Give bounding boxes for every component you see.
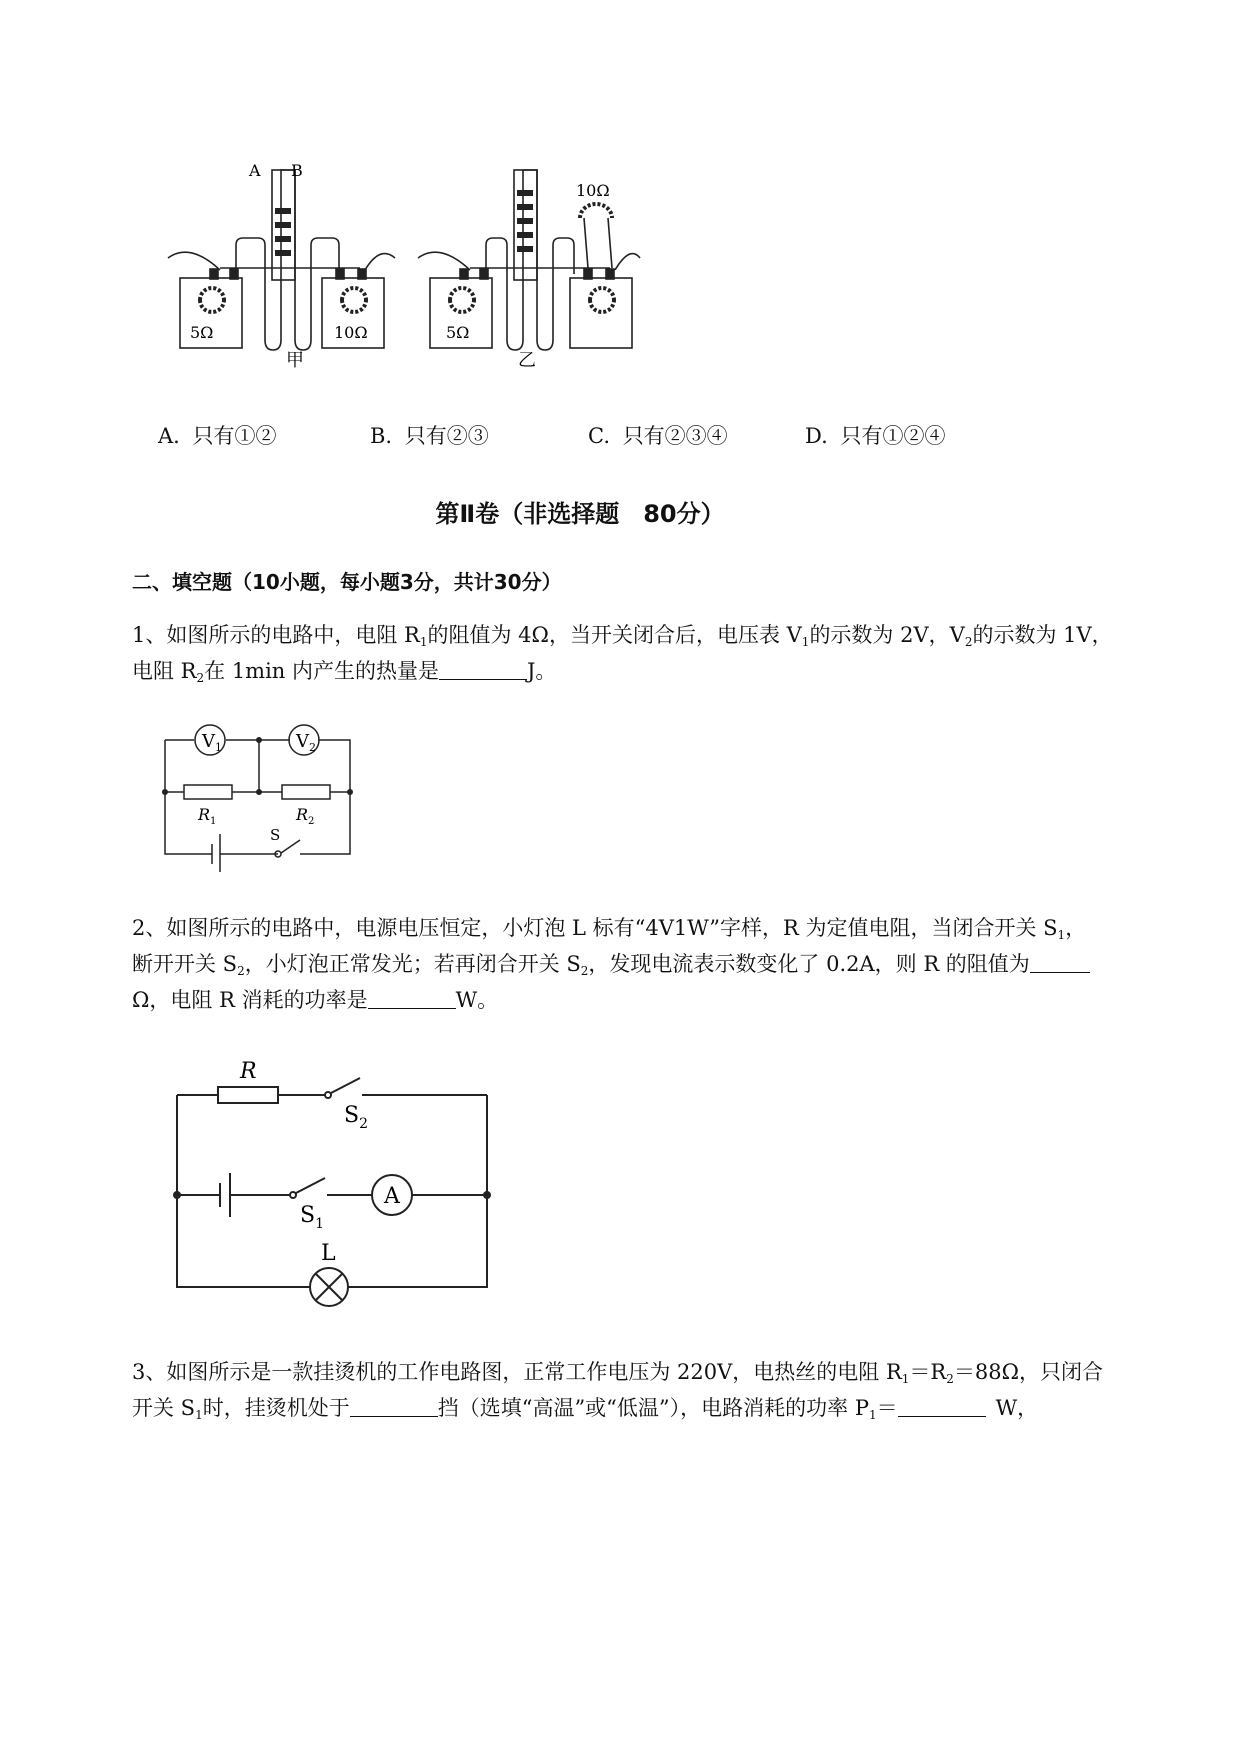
q1-text: 的示数为 1V， — [972, 623, 1113, 647]
q2-text: 2、如图所示的电路中，电源电压恒定，小灯泡 L 标有“4V1W”字样，R 为定值电阻，当闭合开关 S — [132, 916, 1058, 940]
voltmeter-v1-label: $V_1$ — [202, 731, 222, 754]
q2-text: ， — [1065, 916, 1087, 940]
question-1-line-1 — [132, 625, 1113, 648]
joule-heating-figure — [160, 150, 660, 380]
option-text: 只有②③④ — [622, 424, 728, 448]
q1-sub: 1 — [801, 635, 810, 649]
q3-sub: 1 — [195, 1408, 203, 1422]
option-text: 只有①②④ — [840, 424, 946, 448]
yi-top-resistance: 10Ω — [576, 181, 610, 200]
question-1-line-2 — [132, 661, 556, 684]
part-title: 第Ⅱ卷（非选择题 80分） — [435, 500, 725, 528]
switch-s-label: S — [270, 826, 281, 844]
question-2-line-1 — [132, 918, 1086, 941]
option-text: 只有①② — [192, 424, 277, 448]
option-letter: A. — [158, 424, 180, 448]
option-letter: D. — [805, 424, 828, 448]
q2-sub: 2 — [237, 964, 245, 978]
option-letter: B. — [370, 424, 393, 448]
yi-left-resistance: 5Ω — [446, 323, 470, 342]
q1-text: 电阻 R — [132, 659, 197, 683]
voltmeter-v2-label: $V_2$ — [296, 731, 316, 754]
q2-sub: 2 — [580, 964, 589, 978]
label-b: B — [291, 161, 303, 180]
answer-blank[interactable] — [1030, 954, 1090, 973]
q1-text: 在 1min 内产生的热量是 — [204, 659, 440, 683]
question-2-line-2 — [132, 954, 1090, 977]
q1-sub: 1 — [419, 635, 428, 649]
option-letter: C. — [588, 424, 610, 448]
q1-text: 的示数为 2V，V — [809, 623, 965, 647]
q3-sub: 1 — [901, 1372, 910, 1386]
answer-blank[interactable] — [439, 661, 527, 680]
q2-text: ，小灯泡正常发光；若再闭合开关 S — [244, 952, 581, 976]
q2-text: 断开开关 S — [132, 952, 238, 976]
q3-text: W， — [995, 1396, 1039, 1420]
q1-text: 1、如图所示的电路中，电阻 R — [132, 623, 420, 647]
option-b[interactable] — [370, 426, 489, 447]
question-2-line-3 — [132, 990, 498, 1011]
resistor-r2-label: $R_2$ — [296, 805, 315, 827]
q2-sub: 1 — [1057, 928, 1066, 942]
q3-text: ＝88Ω，只闭合 — [953, 1360, 1104, 1384]
q3-text: 开关 S — [132, 1396, 196, 1420]
q3-text: 时，挂烫机处于 — [202, 1396, 350, 1420]
q3-sub: 2 — [946, 1372, 954, 1386]
question-3-line-1 — [132, 1362, 1103, 1385]
switch-s1-label: $S_1$ — [300, 1203, 324, 1232]
yi-caption: 乙 — [518, 350, 536, 371]
answer-blank[interactable] — [350, 1398, 438, 1417]
q3-sub: 1 — [868, 1408, 877, 1422]
switch-s2-label: $S_2$ — [344, 1103, 368, 1132]
jia-caption: 甲 — [286, 350, 304, 371]
section-heading: 二、填空题（10小题，每小题3分，共计30分） — [132, 570, 562, 594]
answer-blank[interactable] — [368, 990, 456, 1009]
answer-blank[interactable] — [898, 1398, 986, 1417]
circuit-diagram-1 — [160, 722, 360, 882]
q2-text: Ω，电阻 R 消耗的功率是 — [132, 988, 368, 1012]
ammeter-label: A — [384, 1184, 400, 1209]
q3-text: ＝ — [876, 1396, 898, 1420]
lamp-l-label: L — [321, 1241, 336, 1266]
option-text: 只有②③ — [404, 424, 489, 448]
jia-left-resistance: 5Ω — [190, 323, 214, 342]
q2-text: W。 — [455, 988, 499, 1012]
question-3-line-2 — [132, 1398, 1038, 1421]
option-a[interactable] — [158, 426, 277, 447]
option-c[interactable] — [588, 426, 728, 447]
label-a: A — [249, 161, 261, 180]
resistor-r1-label: $R_1$ — [198, 805, 217, 827]
q1-sub: 2 — [196, 671, 205, 685]
q3-text: ＝R — [909, 1360, 947, 1384]
q3-text: 挡（选填“高温”或“低温”），电路消耗的功率 P — [437, 1396, 869, 1420]
q3-text: 3、如图所示是一款挂烫机的工作电路图，正常工作电压为 220V，电热丝的电阻 R — [132, 1360, 902, 1384]
q1-text: 的阻值为 4Ω，当开关闭合后，电压表 V — [427, 623, 802, 647]
jia-right-resistance: 10Ω — [334, 323, 368, 342]
resistor-r-label: R — [240, 1059, 257, 1084]
q1-text: J。 — [527, 659, 557, 683]
circuit-diagram-2 — [160, 1052, 510, 1312]
q2-text: ，发现电流表示数变化了 0.2A，则 R 的阻值为 — [588, 952, 1030, 976]
option-d[interactable] — [805, 426, 945, 447]
q1-sub: 2 — [964, 635, 973, 649]
